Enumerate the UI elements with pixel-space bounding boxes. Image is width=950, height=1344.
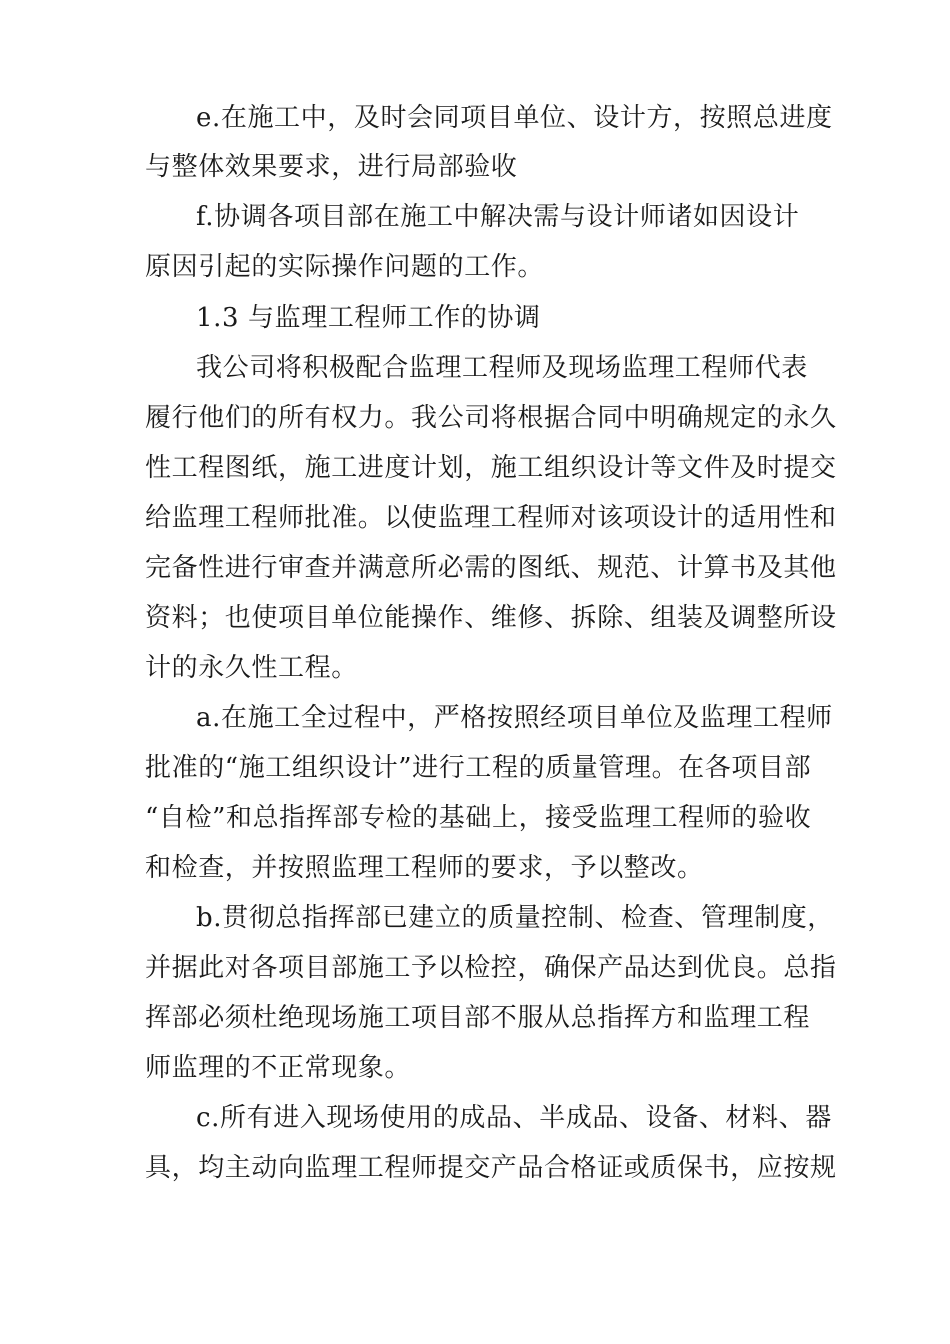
paragraph-e-line-2: 与整体效果要求，进行局部验收 (145, 152, 518, 182)
paragraph-c-line-2: 具，均主动向监理工程师提交产品合格证或质保书，应按规 (145, 1153, 837, 1183)
paragraph-b-line-1: b.贯彻总指挥部已建立的质量控制、检查、管理制度， (196, 903, 834, 933)
intro-paragraph-line-7: 计的永久性工程。 (145, 653, 358, 683)
paragraph-a-line-3: “自检”和总指挥部专检的基础上，接受监理工程师的验收 (145, 803, 812, 833)
paragraph-a-line-2: 批准的“施工组织设计”进行工程的质量管理。在各项目部 (145, 753, 812, 783)
intro-paragraph-line-3: 性工程图纸，施工进度计划，施工组织设计等文件及时提交 (145, 453, 837, 483)
section-heading-1-3: 1.3 与监理工程师工作的协调 (196, 303, 541, 333)
intro-paragraph-line-4: 给监理工程师批准。以使监理工程师对该项设计的适用性和 (145, 503, 837, 533)
intro-paragraph-line-5: 完备性进行审查并满意所必需的图纸、规范、计算书及其他 (145, 553, 837, 583)
paragraph-b-line-2: 并据此对各项目部施工予以检控，确保产品达到优良。总指 (145, 953, 837, 983)
paragraph-f-line-2: 原因引起的实际操作问题的工作。 (145, 252, 545, 282)
paragraph-c-line-1: c.所有进入现场使用的成品、半成品、设备、材料、器 (196, 1103, 832, 1133)
intro-paragraph-line-1: 我公司将积极配合监理工程师及现场监理工程师代表 (196, 353, 808, 383)
paragraph-a-line-4: 和检查，并按照监理工程师的要求，予以整改。 (145, 853, 704, 883)
intro-paragraph-line-6: 资料；也使项目单位能操作、维修、拆除、组装及调整所设 (145, 603, 837, 633)
paragraph-a-line-1: a.在施工全过程中，严格按照经项目单位及监理工程师 (196, 703, 833, 733)
paragraph-b-line-4: 师监理的不正常现象。 (145, 1053, 412, 1083)
paragraph-f-line-1: f.协调各项目部在施工中解决需与设计师诸如因设计 (196, 202, 800, 232)
intro-paragraph-line-2: 履行他们的所有权力。我公司将根据合同中明确规定的永久 (145, 403, 837, 433)
paragraph-b-line-3: 挥部必须杜绝现场施工项目部不服从总指挥方和监理工程 (145, 1003, 811, 1033)
paragraph-e-line-1: e.在施工中，及时会同项目单位、设计方，按照总进度 (196, 103, 833, 133)
